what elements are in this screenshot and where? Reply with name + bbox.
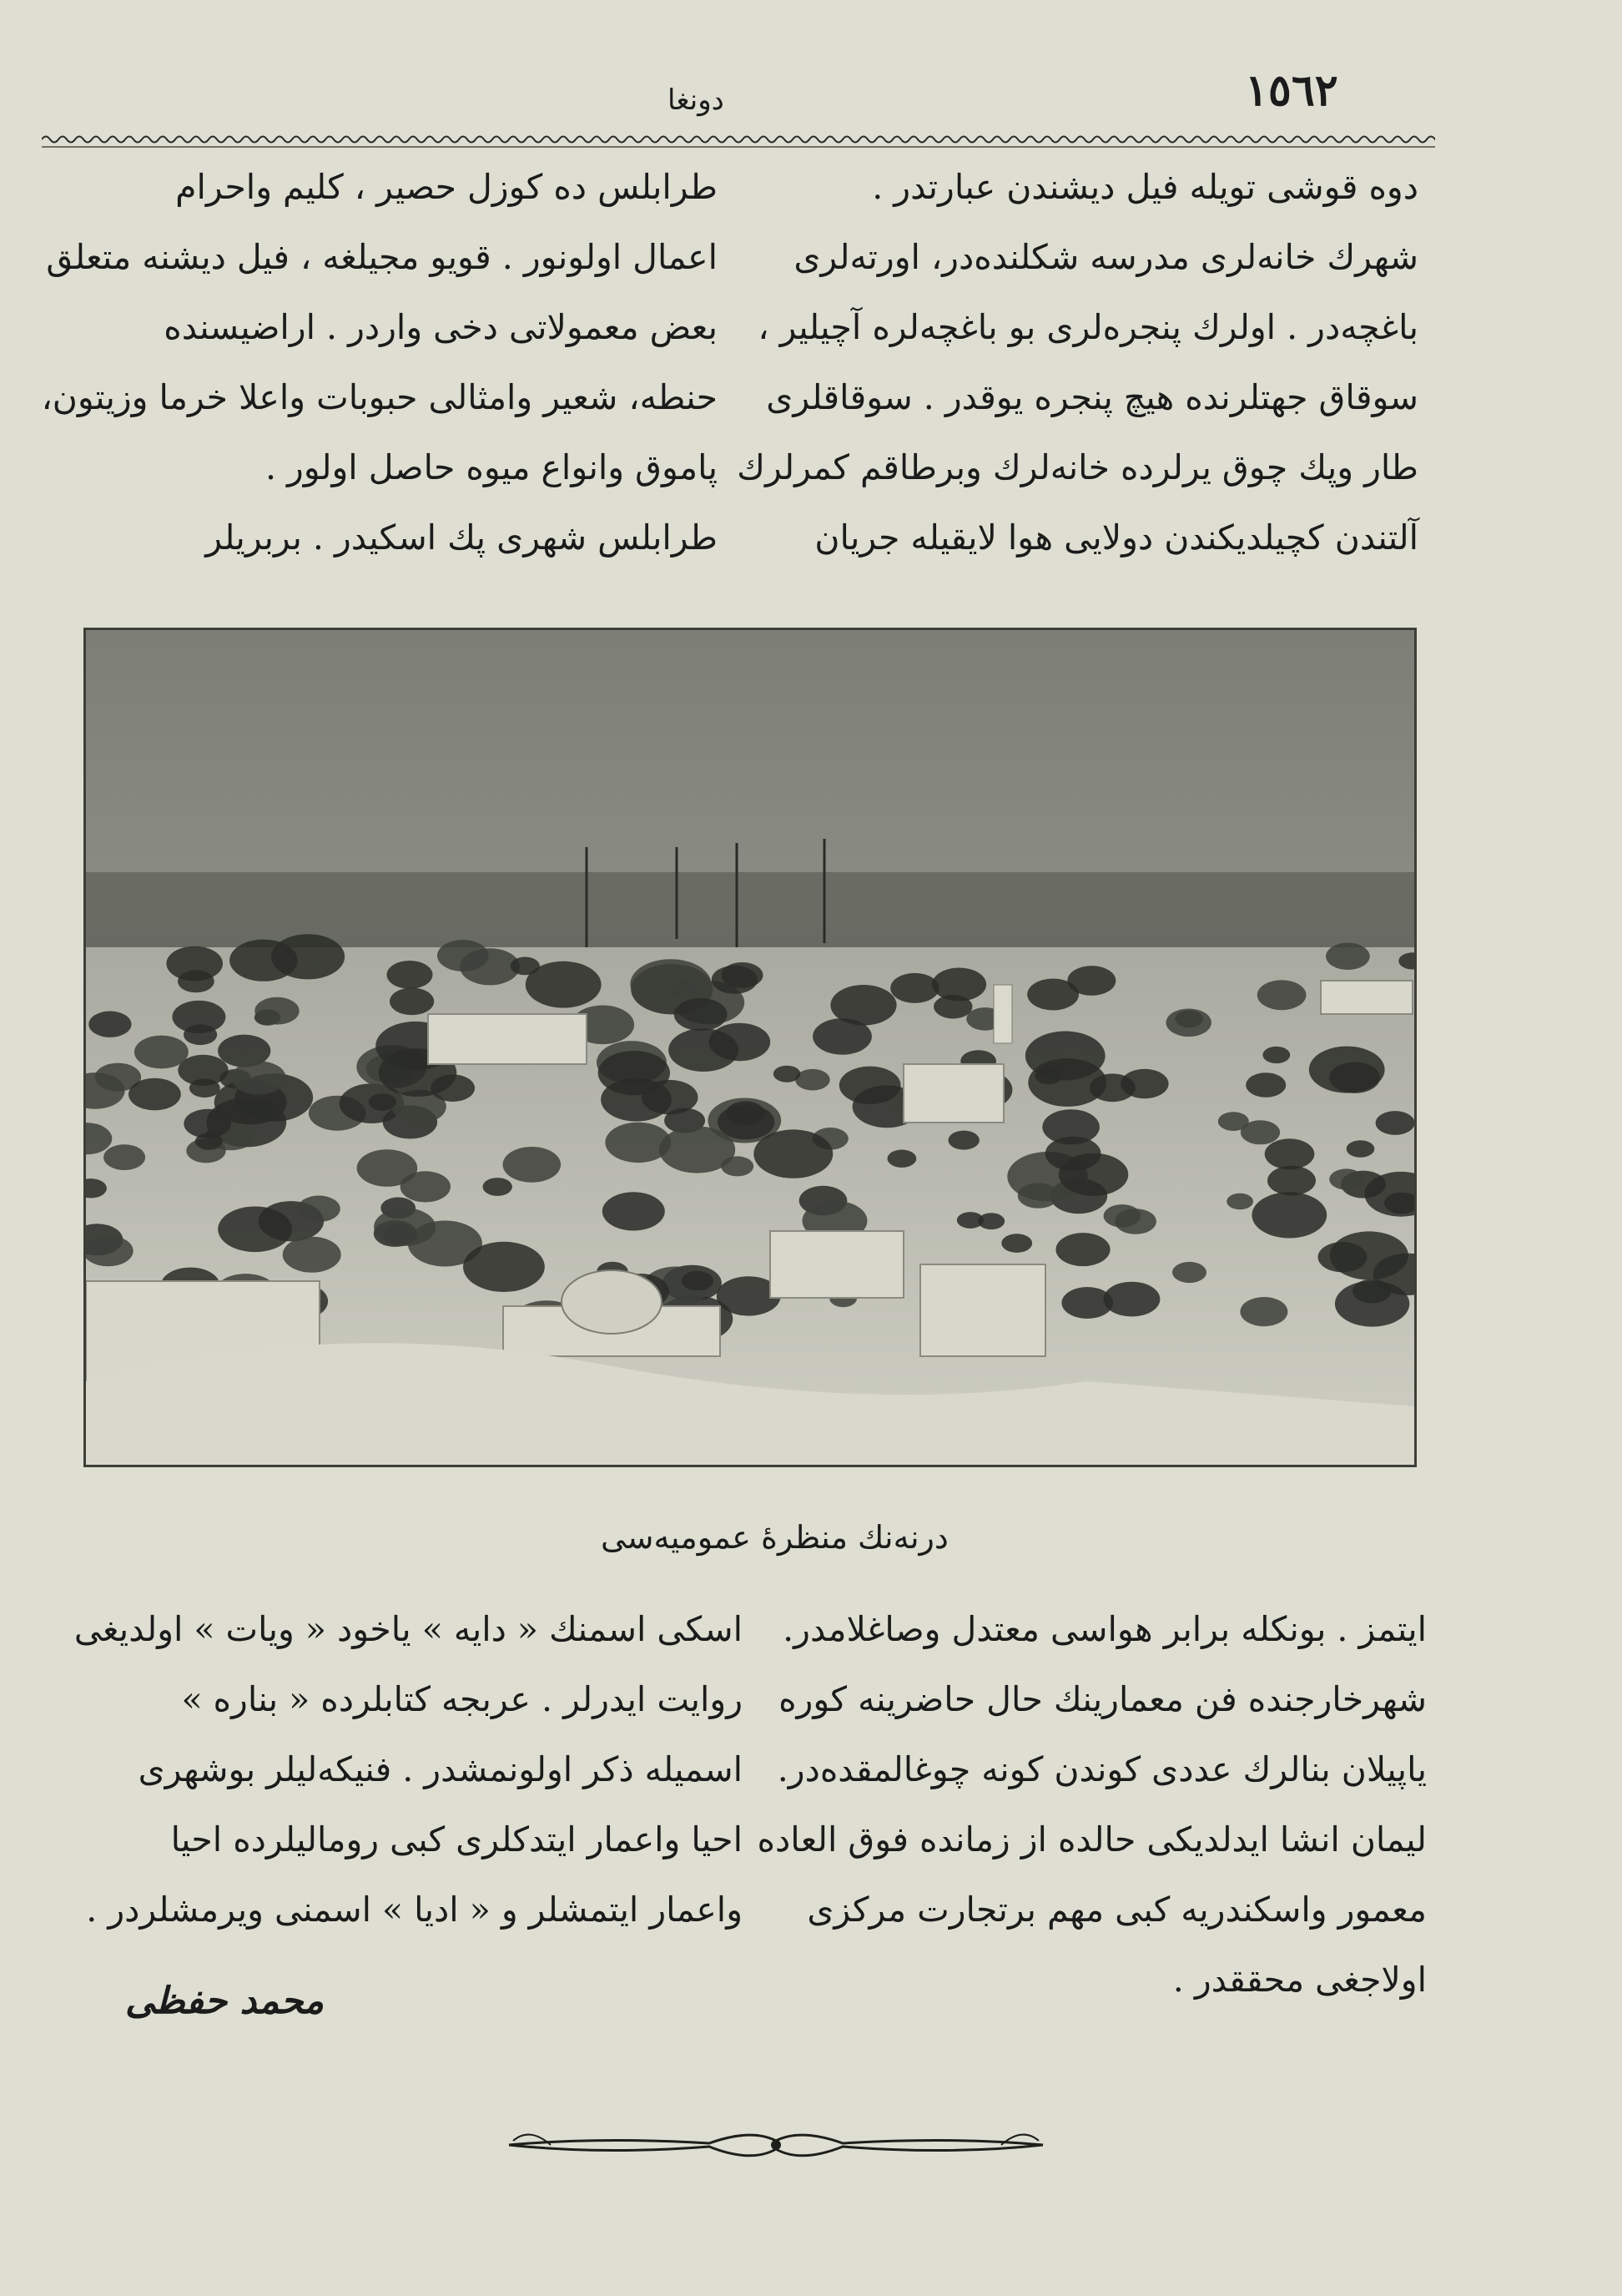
- page-number: ١٥٦٢: [1245, 65, 1338, 116]
- minaret: [994, 985, 1012, 1043]
- text-line: سوقاق جهتلرنده هيچ پنجره يوقدر . سوقاقلرى: [766, 377, 1418, 417]
- palm-crown: [1104, 1204, 1141, 1228]
- text-line: معمور واسكندريه كبى مهم برتجارت مركزى: [807, 1890, 1427, 1930]
- palm-crown: [773, 1066, 801, 1082]
- palm-crown: [1227, 1193, 1253, 1210]
- palm-crown: [1061, 1287, 1113, 1319]
- palm-crown: [134, 1036, 189, 1069]
- bottom-left-column: [75, 1594, 743, 1945]
- city-panorama-photo: [83, 628, 1417, 1467]
- palm-crown: [184, 1024, 217, 1045]
- palm-crown: [195, 1133, 223, 1149]
- palm-crown: [1309, 1047, 1385, 1093]
- palm-crown: [283, 1237, 341, 1273]
- palm-crown: [888, 1150, 917, 1168]
- wavy-rule-ornament-icon: [42, 132, 1435, 150]
- palm-crown: [957, 1212, 984, 1229]
- author-signature: محمد حفظى: [125, 1980, 325, 2022]
- palm-crown: [1265, 1138, 1315, 1169]
- palm-crown: [463, 1242, 545, 1292]
- palm-crown: [601, 1078, 672, 1122]
- palm-crown: [1267, 1166, 1316, 1196]
- text-line: باغچه‌در . اولرك پنجره‌لرى بو باغچه‌لره آچيلير ،: [758, 307, 1418, 347]
- palm-crown: [103, 1144, 145, 1170]
- palm-crown: [254, 997, 299, 1025]
- text-line: اولاجغى محققدر .: [1172, 1960, 1427, 2000]
- palm-crown: [1055, 1233, 1110, 1266]
- top-right-column: [737, 152, 1418, 573]
- text-line: طرابلس شهرى پك اسكيدر . بربريلر: [205, 517, 718, 558]
- palm-crown: [1376, 1111, 1414, 1135]
- palm-crown: [1326, 943, 1370, 970]
- palm-crown: [718, 1104, 774, 1139]
- palm-crown: [189, 1078, 220, 1098]
- palm-crown: [1028, 1058, 1106, 1107]
- text-line: ياپيلان بنالرك عددى كوندن كونه چوغالمقده‌در.: [777, 1749, 1427, 1789]
- text-line: اسكى اسمنك « دايه » ياخود « ويات » اولديغى: [73, 1609, 743, 1649]
- text-line: طار وپك چوق يرلرده خانه‌لرك وبرطاقم كمرلرك: [737, 447, 1418, 487]
- text-line: اسميله ذكر اولونمشدر . فنيكه‌ليلر بوشهرى: [138, 1749, 743, 1789]
- text-line: شهرك خانه‌لرى مدرسه شكلنده‌در، اورته‌لرى: [793, 237, 1418, 277]
- palm-crown: [218, 1207, 292, 1253]
- palm-crown: [813, 1018, 872, 1055]
- palm-crown: [682, 1271, 713, 1291]
- dome: [562, 1270, 662, 1334]
- palm-crown: [88, 1012, 131, 1037]
- palm-crown: [1262, 1047, 1290, 1063]
- palm-crown: [753, 1129, 833, 1178]
- text-line: ايتمز . بونكله برابر هواسى معتدل وصاغلامدر.: [783, 1609, 1427, 1649]
- palm-crown: [1067, 966, 1116, 996]
- text-line: آلتندن كچيلديكندن دولايى هوا لايقيله جريان: [814, 517, 1418, 558]
- palm-crown: [1252, 1192, 1327, 1238]
- text-line: پاموق وانواع ميوه حاصل اولور .: [264, 447, 718, 487]
- palm-crown: [795, 1069, 830, 1091]
- running-title: دونغا: [667, 83, 724, 117]
- bottom-right-column: [757, 1594, 1427, 2015]
- text-line: روايت ايدرلر . عربجه كتابلرده « بناره »: [181, 1679, 743, 1719]
- palm-crown: [357, 1149, 418, 1187]
- text-line: بعض معمولاتى دخى واردر . اراضيسنده: [164, 307, 718, 347]
- photo-illustration: [86, 630, 1414, 1465]
- palm-crown: [387, 961, 433, 989]
- palm-crown: [712, 966, 758, 994]
- palm-crown: [178, 970, 214, 992]
- photo-caption: درنه‌نك منظرۀ عموميه‌سى: [601, 1519, 949, 1556]
- palm-crown: [1218, 1112, 1249, 1131]
- palm-crown: [231, 1061, 285, 1094]
- palm-crown: [1059, 1153, 1128, 1196]
- palm-crown: [1246, 1072, 1286, 1098]
- palm-crown: [934, 995, 972, 1019]
- palm-crown: [511, 957, 540, 976]
- top-left-column: [41, 152, 718, 573]
- text-line: واعمار ايتمشلر و « اديا » اسمنى ويرمشلردر .: [86, 1890, 743, 1930]
- palm-crown: [1035, 1067, 1062, 1084]
- palm-crown: [1001, 1234, 1032, 1253]
- palm-crown: [949, 1131, 980, 1150]
- palm-crown: [437, 940, 489, 971]
- palm-crown: [1172, 1262, 1206, 1283]
- palm-crown: [298, 1196, 340, 1223]
- palm-crown: [1257, 980, 1307, 1010]
- text-line: حنطه، شعير وامثالى حبوبات واعلا خرما وزيتون،: [41, 377, 718, 417]
- palm-crown: [128, 1078, 181, 1111]
- palm-crown: [602, 1192, 665, 1230]
- palm-crown: [483, 1178, 512, 1196]
- palm-crown: [668, 1028, 738, 1072]
- text-line: اعمال اولونور . قويو مجيلغه ، فيل ديشنه متعلق: [46, 237, 718, 277]
- palm-crown: [659, 1126, 735, 1173]
- palm-crown: [890, 973, 939, 1003]
- scroll-tailpiece-ornament-icon: [501, 2103, 1051, 2178]
- text-line: دوه قوشى تويله فيل ديشندن عبارتدر .: [872, 167, 1418, 207]
- palm-crown: [1240, 1297, 1287, 1326]
- palm-crown: [1121, 1069, 1168, 1098]
- palm-crown: [503, 1147, 562, 1183]
- palm-crown: [1347, 1140, 1375, 1158]
- text-line: شهرخارجنده فن معمارينك حال حاضرينه كوره: [778, 1679, 1427, 1719]
- palm-crown: [674, 998, 728, 1031]
- palm-crown: [1166, 1009, 1211, 1037]
- palm-crown: [839, 1067, 901, 1104]
- palm-crown: [374, 1208, 436, 1246]
- text-line: طرابلس ده كوزل حصير ، كليم واحرام: [175, 167, 718, 207]
- palm-crown: [1330, 1231, 1408, 1279]
- text-line: احيا واعمار ايتدكلرى كبى روماليلرده احيا: [170, 1819, 743, 1860]
- palm-crown: [229, 940, 298, 981]
- text-line: ليمان انشا ايدلديكى حالده از زمانده فوق العاده: [757, 1819, 1427, 1860]
- palm-crown: [390, 988, 434, 1016]
- palm-crown: [1329, 1168, 1363, 1189]
- palm-crown: [369, 1093, 396, 1111]
- palm-crown: [1353, 1279, 1392, 1304]
